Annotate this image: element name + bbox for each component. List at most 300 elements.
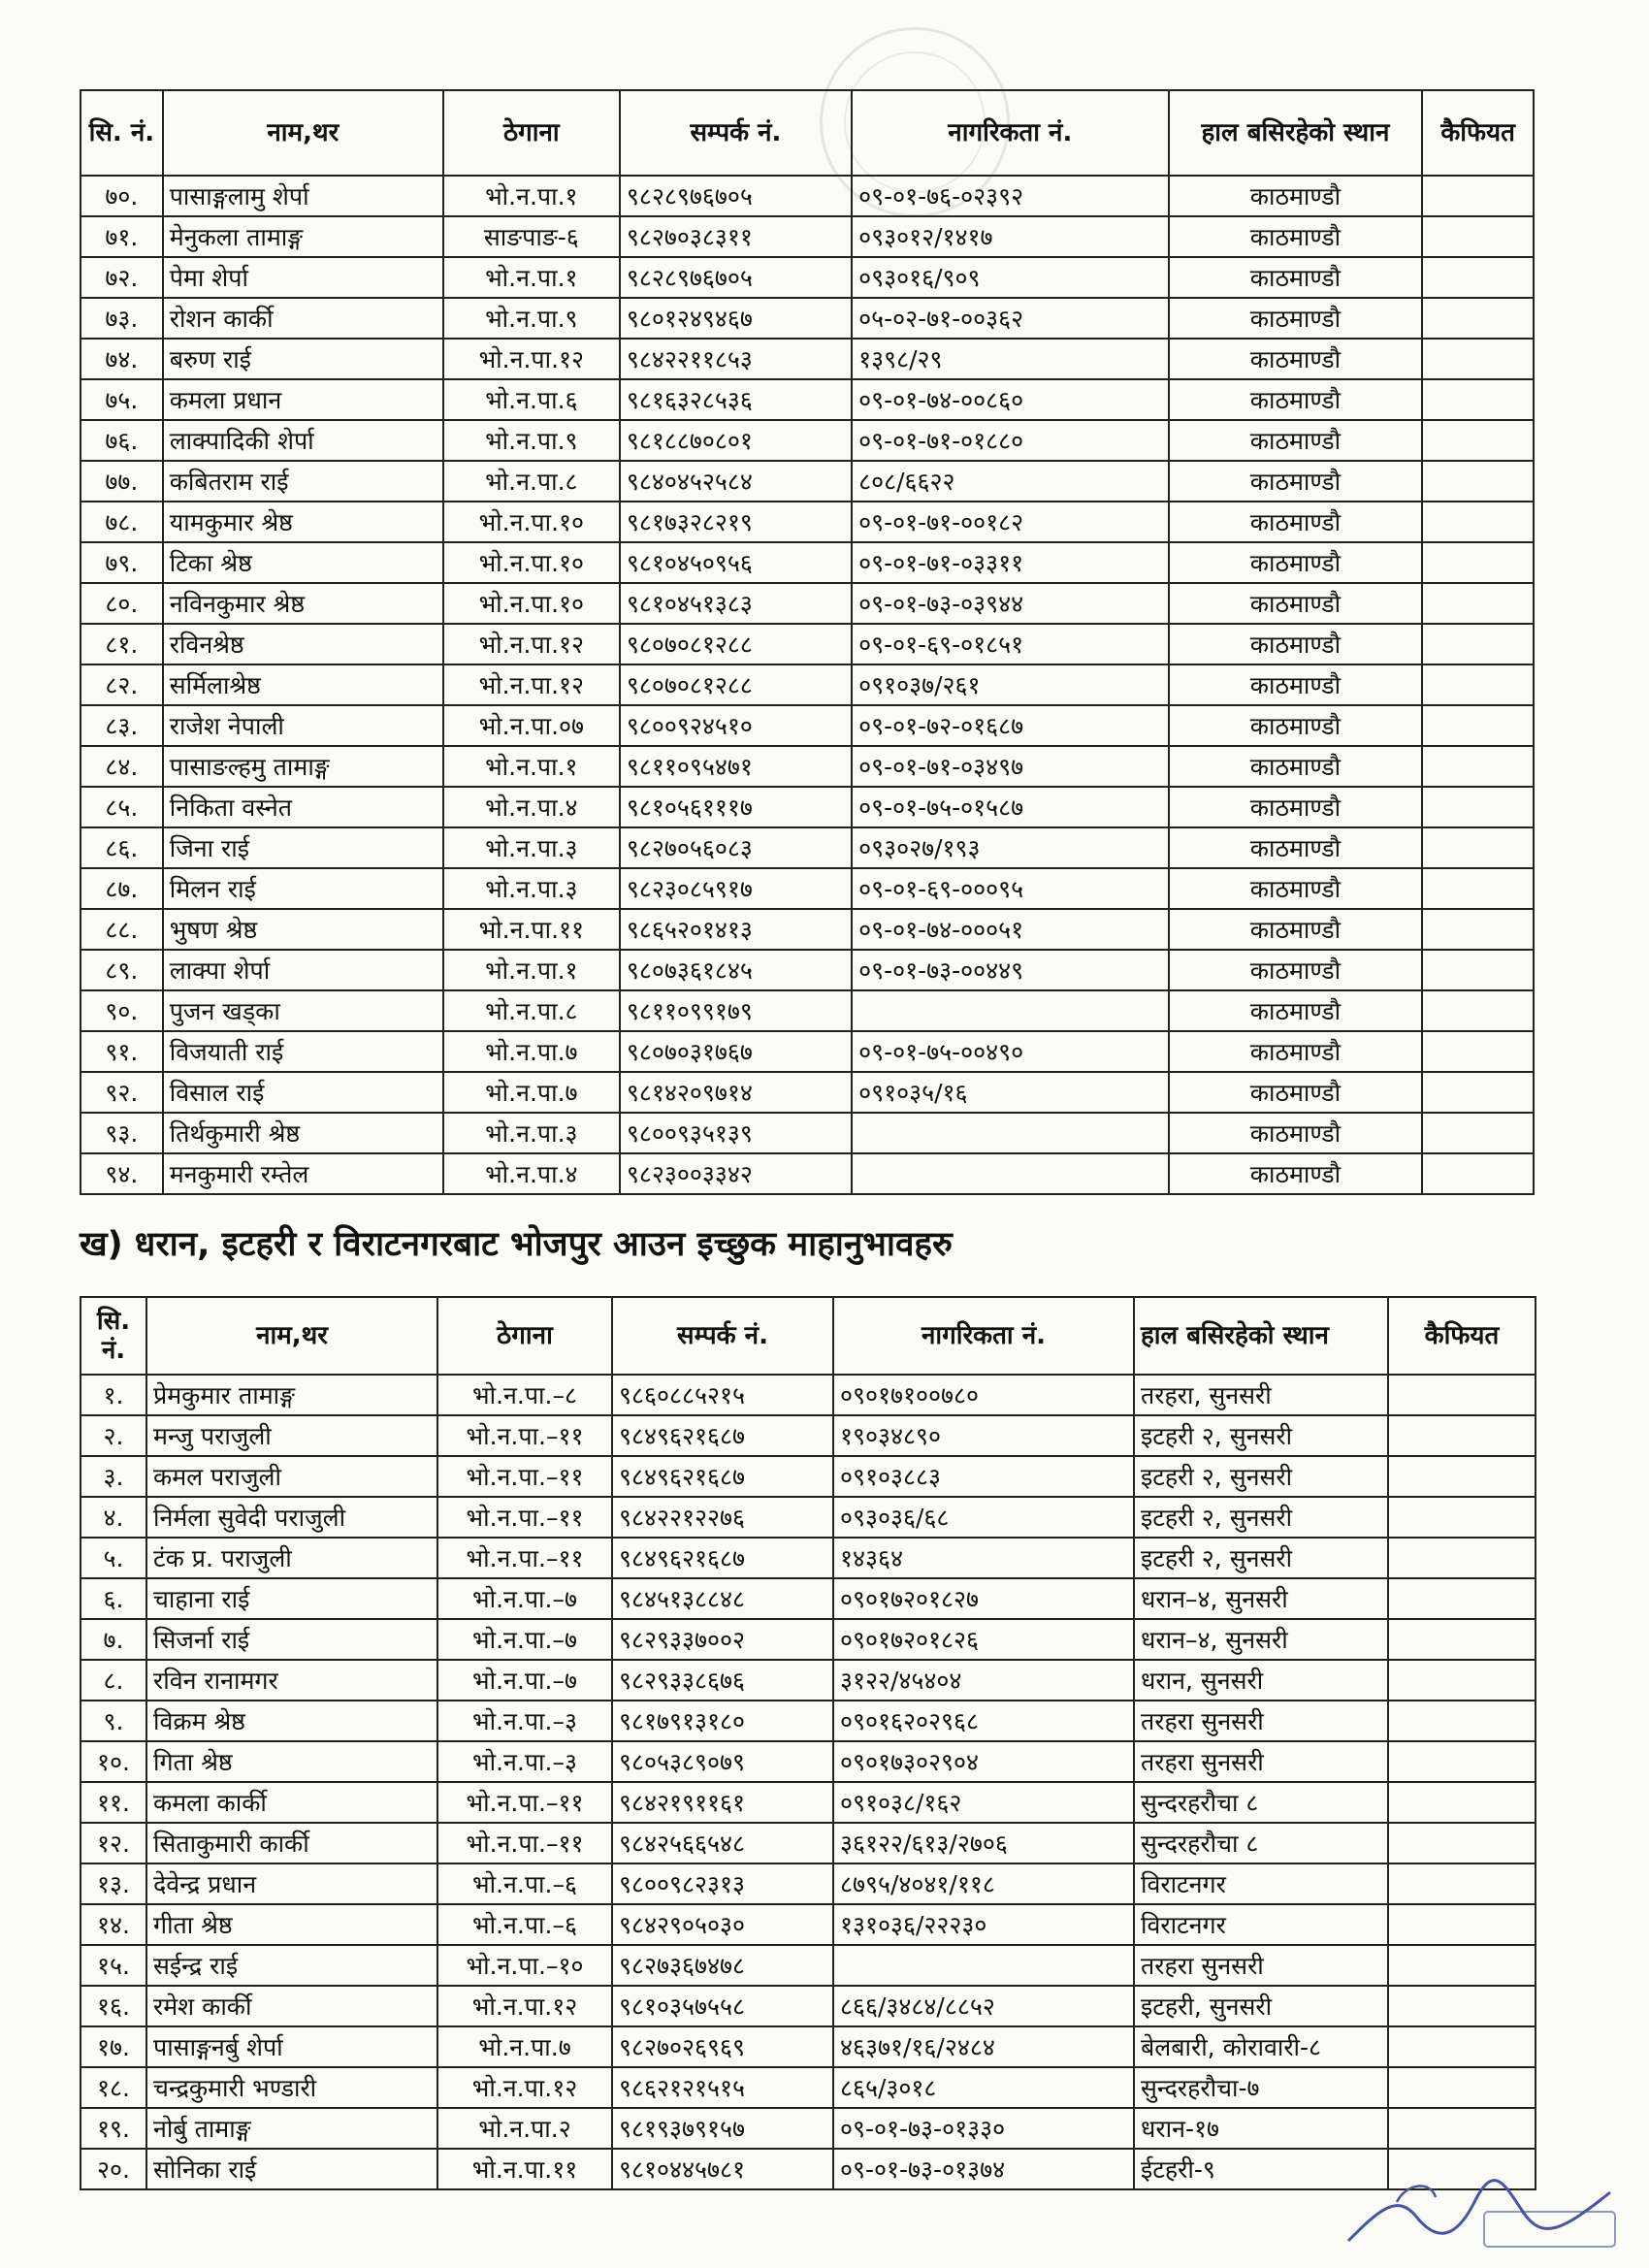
remarks-cell <box>1422 420 1534 461</box>
location-cell: काठमाण्डौ <box>1169 339 1423 379</box>
remarks-cell <box>1388 1375 1536 1415</box>
name-cell: पेमा शेर्पा <box>163 257 443 298</box>
remarks-cell <box>1388 1782 1536 1823</box>
contact-cell: ९८०७०८१२८८ <box>620 624 852 664</box>
name-cell: मिलन राई <box>163 868 443 909</box>
address-cell: भो.न.पा.१० <box>443 502 620 542</box>
remarks-cell <box>1422 990 1534 1031</box>
remarks-cell <box>1422 339 1534 379</box>
remarks-cell <box>1422 868 1534 909</box>
serial-cell: ८१. <box>81 624 163 664</box>
table-row <box>81 2108 1536 2149</box>
contact-cell: ९८६५२०१४१३ <box>620 909 852 950</box>
table-row <box>81 1153 1534 1194</box>
address-cell: भो.न.पा.७ <box>443 1072 620 1113</box>
contact-cell: ९८२३००३३४२ <box>620 1153 852 1194</box>
table-row <box>81 1782 1536 1823</box>
table-row <box>81 1660 1536 1701</box>
table-row <box>81 583 1534 624</box>
name-cell: सर्मिलाश्रेष्ठ <box>163 664 443 705</box>
table-row <box>81 827 1534 868</box>
serial-cell: ७७. <box>81 461 163 502</box>
serial-cell: ७४. <box>81 339 163 379</box>
citizenship-cell: ४६३७१/१६/२४८४ <box>833 2026 1134 2067</box>
citizenship-cell: ०९-०१-७१-०३४९७ <box>852 746 1169 787</box>
address-cell: भो.न.पा.३ <box>443 1113 620 1153</box>
serial-cell: १९. <box>81 2108 146 2149</box>
contact-cell: ९८६०८८५२१५ <box>612 1375 833 1415</box>
table-row <box>81 339 1534 379</box>
serial-cell: ७२. <box>81 257 163 298</box>
address-cell: भो.न.पा.०७ <box>443 705 620 746</box>
name-cell: गीता श्रेष्ठ <box>146 1904 437 1945</box>
remarks-cell <box>1388 1986 1536 2026</box>
citizenship-cell: ०९-०१-७३-००४४९ <box>852 950 1169 990</box>
address-cell: भो.न.पा.–११ <box>437 1823 612 1863</box>
serial-cell: ८५. <box>81 787 163 827</box>
citizenship-cell: ०५-०२-७१-००३६२ <box>852 298 1169 339</box>
address-cell: भो.न.पा.–३ <box>437 1701 612 1741</box>
address-cell: भो.न.पा.१ <box>443 176 620 216</box>
address-cell: भो.न.पा.–८ <box>437 1375 612 1415</box>
table-row <box>81 176 1534 216</box>
contact-cell: ९८१७९१३१८० <box>612 1701 833 1741</box>
table-row <box>81 705 1534 746</box>
citizenship-cell: १३१०३६/२२२३० <box>833 1904 1134 1945</box>
serial-cell: ८४. <box>81 746 163 787</box>
address-cell: भो.न.पा.१२ <box>437 1986 612 2026</box>
location-cell: काठमाण्डौ <box>1169 176 1423 216</box>
remarks-cell <box>1388 1945 1536 1986</box>
contact-cell: ९८२७०३८३११ <box>620 216 852 257</box>
location-cell: इटहरी २, सुनसरी <box>1134 1538 1388 1578</box>
citizenship-cell: ०९-०१-७१-०१८८० <box>852 420 1169 461</box>
location-cell: तरहरा सुनसरी <box>1134 1945 1388 1986</box>
table-row <box>81 257 1534 298</box>
location-cell: धरान-१७ <box>1134 2108 1388 2149</box>
table-row <box>81 298 1534 339</box>
table-row <box>81 461 1534 502</box>
citizenship-cell: ०९-०१-७१-०३३११ <box>852 542 1169 583</box>
citizenship-cell: ०९-०१-७५-०१५८७ <box>852 787 1169 827</box>
name-cell: नोर्बु तामाङ्ग <box>146 2108 437 2149</box>
address-cell: भो.न.पा.–११ <box>437 1456 612 1497</box>
contact-cell: ९८१४२०९७१४ <box>620 1072 852 1113</box>
table-row <box>81 1375 1536 1415</box>
name-cell: सिताकुमारी कार्की <box>146 1823 437 1863</box>
address-cell: भो.न.पा.–३ <box>437 1741 612 1782</box>
citizenship-cell: १९०३४८९० <box>833 1415 1134 1456</box>
name-cell: कबितराम राई <box>163 461 443 502</box>
table-row <box>81 1863 1536 1904</box>
remarks-cell <box>1388 2108 1536 2149</box>
address-cell: भो.न.पा.३ <box>443 868 620 909</box>
table-row <box>81 2026 1536 2067</box>
location-cell: काठमाण्डौ <box>1169 827 1423 868</box>
contact-cell: ९८१९३७९१५७ <box>612 2108 833 2149</box>
name-cell: सिजर्ना राई <box>146 1619 437 1660</box>
location-cell: सुन्दरहरौचा ८ <box>1134 1782 1388 1823</box>
contact-cell: ९८२३०८५९१७ <box>620 868 852 909</box>
contact-cell: ९८१६३२८५३६ <box>620 379 852 420</box>
citizenship-cell: ०९०१६२०२९६८ <box>833 1701 1134 1741</box>
remarks-cell <box>1422 827 1534 868</box>
contact-cell: ९८१०४५०९५६ <box>620 542 852 583</box>
header-current-location: हाल बसिरहेको स्थान <box>1134 1297 1388 1375</box>
address-cell: भो.न.पा.–७ <box>437 1619 612 1660</box>
citizenship-cell: १३९८/२९ <box>852 339 1169 379</box>
name-cell: गिता श्रेष्ठ <box>146 1741 437 1782</box>
table-header-row <box>81 90 1534 176</box>
remarks-cell <box>1388 1660 1536 1701</box>
remarks-cell <box>1422 624 1534 664</box>
serial-cell: ८. <box>81 1660 146 1701</box>
location-cell: काठमाण्डौ <box>1169 420 1423 461</box>
contact-cell: ९८०७०८१२८८ <box>620 664 852 705</box>
location-cell: काठमाण्डौ <box>1169 746 1423 787</box>
address-cell: भो.न.पा.७ <box>437 2026 612 2067</box>
serial-cell: ९०. <box>81 990 163 1031</box>
name-cell: विक्रम श्रेष्ठ <box>146 1701 437 1741</box>
contact-cell: ९८००९८२३१३ <box>612 1863 833 1904</box>
remarks-cell <box>1388 1456 1536 1497</box>
table-row <box>81 502 1534 542</box>
table-row <box>81 1538 1536 1578</box>
citizenship-cell: १४३६४ <box>833 1538 1134 1578</box>
citizenship-cell: ०९-०१-७५-००४९० <box>852 1031 1169 1072</box>
location-cell: सुन्दरहरौचा-७ <box>1134 2067 1388 2108</box>
table-section-a <box>80 89 1535 1195</box>
location-cell: तरहरा, सुनसरी <box>1134 1375 1388 1415</box>
citizenship-cell: ३१२२/४५४०४ <box>833 1660 1134 1701</box>
header-serial: सि. नं. <box>81 1297 146 1375</box>
location-cell: काठमाण्डौ <box>1169 624 1423 664</box>
name-cell: टिका श्रेष्ठ <box>163 542 443 583</box>
citizenship-cell: ८०८/६६२२ <box>852 461 1169 502</box>
name-cell: प्रेमकुमार तामाङ्ग <box>146 1375 437 1415</box>
contact-cell: ९८१०३५७५५८ <box>612 1986 833 2026</box>
contact-cell: ९८२८९७६७०५ <box>620 176 852 216</box>
contact-cell: ९८१०५६१११७ <box>620 787 852 827</box>
contact-cell: ९८४२५६६५४८ <box>612 1823 833 1863</box>
contact-cell: ९८४२१९११६१ <box>612 1782 833 1823</box>
address-cell: भो.न.पा.३ <box>443 827 620 868</box>
header-name: नाम,थर <box>163 90 443 176</box>
serial-cell: ५. <box>81 1538 146 1578</box>
table-row <box>81 420 1534 461</box>
location-cell: सुन्दरहरौचा ८ <box>1134 1823 1388 1863</box>
citizenship-cell: ०९१०३८/१६२ <box>833 1782 1134 1823</box>
contact-cell: ९८६२१२१५१५ <box>612 2067 833 2108</box>
header-current-location: हाल बसिरहेको स्थान <box>1169 90 1423 176</box>
address-cell: भो.न.पा.–६ <box>437 1863 612 1904</box>
address-cell: भो.न.पा.१२ <box>443 339 620 379</box>
contact-cell: ९८१०४४५७८१ <box>612 2149 833 2189</box>
location-cell: विराटनगर <box>1134 1904 1388 1945</box>
citizenship-cell: ८६५/३०१८ <box>833 2067 1134 2108</box>
address-cell: भो.न.पा.१ <box>443 257 620 298</box>
serial-cell: १. <box>81 1375 146 1415</box>
location-cell: काठमाण्डौ <box>1169 298 1423 339</box>
serial-cell: ९. <box>81 1701 146 1741</box>
table-row <box>81 1072 1534 1113</box>
serial-cell: ८३. <box>81 705 163 746</box>
citizenship-cell: ३६१२२/६१३/२७०६ <box>833 1823 1134 1863</box>
name-cell: रविन रानामगर <box>146 1660 437 1701</box>
name-cell: पासाङल्हमु तामाङ्ग <box>163 746 443 787</box>
serial-cell: ७. <box>81 1619 146 1660</box>
table-row <box>81 542 1534 583</box>
serial-cell: ७६. <box>81 420 163 461</box>
serial-cell: ७५. <box>81 379 163 420</box>
citizenship-cell: ०९३०३६/६८ <box>833 1497 1134 1538</box>
header-citizenship: नागरिकता नं. <box>852 90 1169 176</box>
contact-cell: ९८२७०२६९६९ <box>612 2026 833 2067</box>
remarks-cell <box>1422 461 1534 502</box>
address-cell: भो.न.पा.१२ <box>437 2067 612 2108</box>
remarks-cell <box>1422 787 1534 827</box>
name-cell: पासाङ्गलामु शेर्पा <box>163 176 443 216</box>
contact-cell: ९८४९६२१६८७ <box>612 1415 833 1456</box>
name-cell: सईन्द्र राई <box>146 1945 437 1986</box>
serial-cell: ७८. <box>81 502 163 542</box>
serial-cell: ८७. <box>81 868 163 909</box>
name-cell: रमेश कार्की <box>146 1986 437 2026</box>
serial-cell: १७. <box>81 2026 146 2067</box>
location-cell: इटहरी २, सुनसरी <box>1134 1497 1388 1538</box>
name-cell: चाहाना राई <box>146 1578 437 1619</box>
address-cell: साङपाङ-६ <box>443 216 620 257</box>
location-cell: विराटनगर <box>1134 1863 1388 1904</box>
serial-cell: ८६. <box>81 827 163 868</box>
table-row <box>81 1986 1536 2026</box>
citizenship-cell: ०९-०१-७६-०२३९२ <box>852 176 1169 216</box>
remarks-cell <box>1388 1619 1536 1660</box>
section-b-heading: ख) धरान, इटहरी र विराटनगरबाट भोजपुर आउन इच्छुक माहानुभावहरु <box>80 1225 953 1264</box>
contact-cell: ९८४२२१२२७६ <box>612 1497 833 1538</box>
location-cell: बेलबारी, कोरावारी-८ <box>1134 2026 1388 2067</box>
location-cell: काठमाण्डौ <box>1169 502 1423 542</box>
citizenship-cell: ०९०१७२०१८२६ <box>833 1619 1134 1660</box>
citizenship-cell <box>852 1153 1169 1194</box>
table-row <box>81 1497 1536 1538</box>
citizenship-cell: ०९-०१-७१-००१८२ <box>852 502 1169 542</box>
name-cell: कमला प्रधान <box>163 379 443 420</box>
citizenship-cell <box>833 1945 1134 1986</box>
remarks-cell <box>1422 257 1534 298</box>
serial-cell: १३. <box>81 1863 146 1904</box>
remarks-cell <box>1422 664 1534 705</box>
handwritten-signature-icon <box>1339 2173 1620 2252</box>
location-cell: तरहरा सुनसरी <box>1134 1741 1388 1782</box>
table-section-b <box>80 1296 1536 2190</box>
serial-cell: १५. <box>81 1945 146 1986</box>
name-cell: राजेश नेपाली <box>163 705 443 746</box>
address-cell: भो.न.पा.११ <box>437 2149 612 2189</box>
location-cell: काठमाण्डौ <box>1169 1072 1423 1113</box>
serial-cell: १६. <box>81 1986 146 2026</box>
location-cell: ईटहरी-९ <box>1134 2149 1388 2189</box>
citizenship-cell: ०९-०१-६९-०००९५ <box>852 868 1169 909</box>
location-cell: काठमाण्डौ <box>1169 1031 1423 1072</box>
serial-cell: ९२. <box>81 1072 163 1113</box>
contact-cell: ९८४९६२१६८७ <box>612 1538 833 1578</box>
address-cell: भो.न.पा.–१० <box>437 1945 612 1986</box>
serial-cell: ८२. <box>81 664 163 705</box>
serial-cell: ७३. <box>81 298 163 339</box>
address-cell: भो.न.पा.१ <box>443 950 620 990</box>
citizenship-cell: ०९०१७३०२९०४ <box>833 1741 1134 1782</box>
contact-cell: ९८०१२४९४६७ <box>620 298 852 339</box>
remarks-cell <box>1422 746 1534 787</box>
serial-cell: ६. <box>81 1578 146 1619</box>
serial-cell: ७०. <box>81 176 163 216</box>
table-row <box>81 216 1534 257</box>
citizenship-cell: ०९०१७२०१८२७ <box>833 1578 1134 1619</box>
name-cell: निकिता वस्नेत <box>163 787 443 827</box>
table-row <box>81 1741 1536 1782</box>
remarks-cell <box>1422 1072 1534 1113</box>
citizenship-cell: ०९३०२७/१९३ <box>852 827 1169 868</box>
header-remarks: कैफियत <box>1388 1297 1536 1375</box>
address-cell: भो.न.पा.–६ <box>437 1904 612 1945</box>
name-cell: कमला कार्की <box>146 1782 437 1823</box>
citizenship-cell: ०९-०१-७३-०१३७४ <box>833 2149 1134 2189</box>
contact-cell: ९८२८९७६७०५ <box>620 257 852 298</box>
address-cell: भो.न.पा.११ <box>443 909 620 950</box>
serial-cell: १४. <box>81 1904 146 1945</box>
location-cell: इटहरी, सुनसरी <box>1134 1986 1388 2026</box>
table-header-row <box>81 1297 1536 1375</box>
contact-cell: ९८४९६२१६८७ <box>612 1456 833 1497</box>
name-cell: पुजन खड्का <box>163 990 443 1031</box>
name-cell: यामकुमार श्रेष्ठ <box>163 502 443 542</box>
address-cell: भो.न.पा.१२ <box>443 624 620 664</box>
remarks-cell <box>1422 1113 1534 1153</box>
name-cell: तिर्थकुमारी श्रेष्ठ <box>163 1113 443 1153</box>
citizenship-cell: ०९१०३५/१६ <box>852 1072 1169 1113</box>
serial-cell: १८. <box>81 2067 146 2108</box>
location-cell: काठमाण्डौ <box>1169 909 1423 950</box>
location-cell: काठमाण्डौ <box>1169 990 1423 1031</box>
table-row <box>81 379 1534 420</box>
remarks-cell <box>1422 216 1534 257</box>
contact-cell: ९८०७३६१८४५ <box>620 950 852 990</box>
remarks-cell <box>1422 298 1534 339</box>
remarks-cell <box>1388 1415 1536 1456</box>
name-cell: रोशन कार्की <box>163 298 443 339</box>
location-cell: काठमाण्डौ <box>1169 461 1423 502</box>
remarks-cell <box>1422 176 1534 216</box>
table-row <box>81 909 1534 950</box>
address-cell: भो.न.पा.९ <box>443 298 620 339</box>
table-row <box>81 1113 1534 1153</box>
table-row <box>81 2149 1536 2189</box>
address-cell: भो.न.पा.–११ <box>437 1497 612 1538</box>
location-cell: काठमाण्डौ <box>1169 583 1423 624</box>
address-cell: भो.न.पा.२ <box>437 2108 612 2149</box>
serial-cell: २०. <box>81 2149 146 2189</box>
location-cell: काठमाण्डौ <box>1169 216 1423 257</box>
name-cell: विसाल राई <box>163 1072 443 1113</box>
name-cell: विजयाती राई <box>163 1031 443 1072</box>
table-row <box>81 950 1534 990</box>
citizenship-cell <box>852 1113 1169 1153</box>
address-cell: भो.न.पा.१२ <box>443 664 620 705</box>
citizenship-cell: ८७९५/४०४१/११८ <box>833 1863 1134 1904</box>
contact-cell: ९८१७३२८२१९ <box>620 502 852 542</box>
serial-cell: १२. <box>81 1823 146 1863</box>
name-cell: मेनुकला तामाङ्ग <box>163 216 443 257</box>
remarks-cell <box>1388 2067 1536 2108</box>
serial-cell: ३. <box>81 1456 146 1497</box>
contact-cell: ९८०५३८९०७९ <box>612 1741 833 1782</box>
table-row <box>81 1578 1536 1619</box>
name-cell: भुषण श्रेष्ठ <box>163 909 443 950</box>
remarks-cell <box>1388 2026 1536 2067</box>
location-cell: तरहरा सुनसरी <box>1134 1701 1388 1741</box>
name-cell: रविनश्रेष्ठ <box>163 624 443 664</box>
location-cell: इटहरी २, सुनसरी <box>1134 1415 1388 1456</box>
table-row <box>81 664 1534 705</box>
citizenship-cell: ०९१०३८८३ <box>833 1456 1134 1497</box>
remarks-cell <box>1388 1741 1536 1782</box>
table-row <box>81 746 1534 787</box>
name-cell: कमल पराजुली <box>146 1456 437 1497</box>
contact-cell: ९८००९३५१३९ <box>620 1113 852 1153</box>
remarks-cell <box>1388 1904 1536 1945</box>
location-cell: धरान, सुनसरी <box>1134 1660 1388 1701</box>
name-cell: लाक्पा शेर्पा <box>163 950 443 990</box>
location-cell: काठमाण्डौ <box>1169 950 1423 990</box>
address-cell: भो.न.पा.१० <box>443 583 620 624</box>
header-name: नाम,थर <box>146 1297 437 1375</box>
name-cell: मन्जु पराजुली <box>146 1415 437 1456</box>
remarks-cell <box>1422 502 1534 542</box>
location-cell: काठमाण्डौ <box>1169 705 1423 746</box>
contact-cell: ९८१०४५१३८३ <box>620 583 852 624</box>
name-cell: जिना राई <box>163 827 443 868</box>
citizenship-cell: ०९१०३७/२६१ <box>852 664 1169 705</box>
header-contact: सम्पर्क नं. <box>620 90 852 176</box>
remarks-cell <box>1388 1578 1536 1619</box>
address-cell: भो.न.पा.४ <box>443 787 620 827</box>
contact-cell: ९८११०९५४७१ <box>620 746 852 787</box>
serial-cell: ९३. <box>81 1113 163 1153</box>
contact-cell: ९८०७०३१७६७ <box>620 1031 852 1072</box>
address-cell: भो.न.पा.–११ <box>437 1538 612 1578</box>
name-cell: बरुण राई <box>163 339 443 379</box>
table-row <box>81 1456 1536 1497</box>
address-cell: भो.न.पा.६ <box>443 379 620 420</box>
location-cell: काठमाण्डौ <box>1169 542 1423 583</box>
name-cell: देवेन्द्र प्रधान <box>146 1863 437 1904</box>
name-cell: नविनकुमार श्रेष्ठ <box>163 583 443 624</box>
remarks-cell <box>1422 950 1534 990</box>
citizenship-cell: ०९-०१-७३-०३९४४ <box>852 583 1169 624</box>
name-cell: चन्द्रकुमारी भण्डारी <box>146 2067 437 2108</box>
remarks-cell <box>1388 1863 1536 1904</box>
location-cell: काठमाण्डौ <box>1169 1153 1423 1194</box>
contact-cell: ९८२७०५६०८३ <box>620 827 852 868</box>
table-row <box>81 990 1534 1031</box>
contact-cell: ९८११०९९१७९ <box>620 990 852 1031</box>
address-cell: भो.न.पा.१ <box>443 746 620 787</box>
remarks-cell <box>1422 705 1534 746</box>
serial-cell: ७९. <box>81 542 163 583</box>
address-cell: भो.न.पा.७ <box>443 1031 620 1072</box>
location-cell: काठमाण्डौ <box>1169 379 1423 420</box>
